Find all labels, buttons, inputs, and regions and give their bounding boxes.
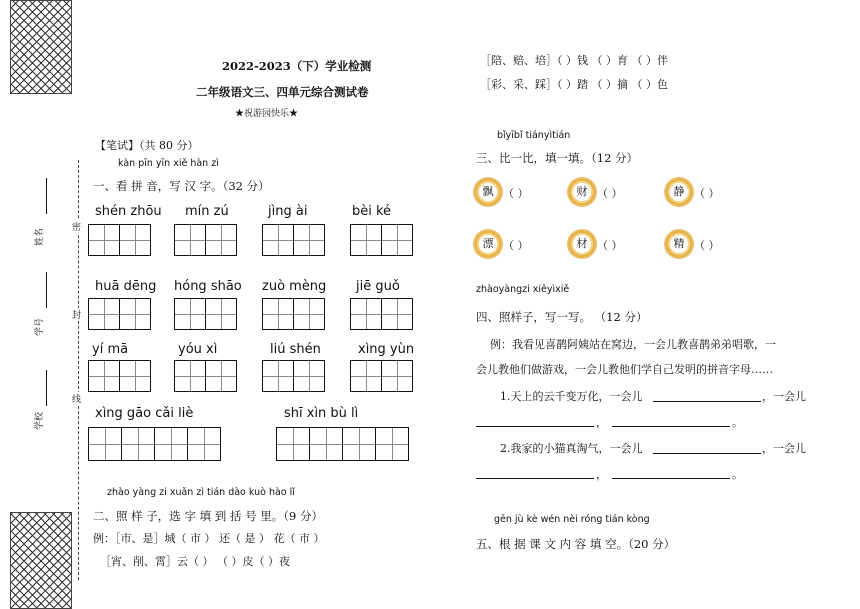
answer-line[interactable] <box>476 426 594 427</box>
q4-example-line-1: 例：我看见喜鹊阿姨站在窝边，一会儿教喜鹊弟弟唱歌，一 <box>490 338 776 351</box>
character-seal: 财 <box>568 178 596 206</box>
writing-grid[interactable] <box>174 360 236 392</box>
q4-pinyin-heading: zhàoyàngzi xiěyìxiě <box>476 284 570 295</box>
character-seal: 材 <box>568 230 596 258</box>
writing-grid[interactable] <box>262 224 324 256</box>
q5-heading: 五、根 据 课 文 内 容 填 空。（20 分） <box>476 537 676 551</box>
writing-grid[interactable] <box>88 224 150 256</box>
pinyin-word: hóng shāo <box>174 279 242 294</box>
character-seal: 飘 <box>474 178 502 206</box>
answer-line[interactable] <box>653 401 761 402</box>
q4-example-line-2: 会儿教他们做游戏，一会儿教他们学自己发明的拼音字母…… <box>476 363 773 376</box>
q4-item-2-start: 2.我家的小猫真淘气，一会儿 <box>500 442 643 455</box>
writing-grid[interactable] <box>262 360 324 392</box>
writing-grid[interactable] <box>276 427 408 461</box>
q3-heading: 三、比一比，填一填。（12 分） <box>476 151 639 165</box>
q1-heading: 一、看 拼 音，写 汉 字。（32 分） <box>93 179 270 193</box>
comma: ， <box>596 468 607 481</box>
pinyin-word: xìng gāo cǎi liè <box>95 406 194 421</box>
pinyin-word: liú shén <box>270 342 321 357</box>
answer-line[interactable] <box>653 453 761 454</box>
seal-mark-1: 密 <box>72 220 81 233</box>
writing-grid[interactable] <box>262 298 324 330</box>
seal-mark-2: 封 <box>72 308 81 321</box>
character-seal: 漂 <box>474 230 502 258</box>
q4-item-1-mid: ，一会儿 <box>762 390 806 403</box>
q2-heading: 二、照 样 子，选 字 填 到 括 号 里。（9 分） <box>93 509 323 523</box>
answer-blank[interactable]: （ ） <box>694 187 720 200</box>
exam-title: 2022-2023（下）学业检测 <box>222 59 372 73</box>
pinyin-word: jìng ài <box>268 204 308 219</box>
written-section-label: 【笔试】（共 80 分） <box>95 139 199 152</box>
q2-example: 例：［市、是］城（ 市 ） 还（ 是 ） 花（ 市 ） <box>93 532 325 545</box>
school-line <box>46 370 47 406</box>
exam-subtitle: 二年级语文三、四单元综合测试卷 <box>196 85 369 99</box>
q2-line-2: ［陪、赔、培］（ ）钱 （ ）育 （ ）伴 <box>480 54 668 67</box>
writing-grid[interactable] <box>350 360 412 392</box>
answer-line[interactable] <box>612 426 730 427</box>
writing-grid[interactable] <box>174 298 236 330</box>
q5-pinyin-heading: gēn jù kè wén nèi róng tián kòng <box>494 514 650 525</box>
character-seal: 静 <box>665 178 693 206</box>
decorative-border-top <box>10 0 72 94</box>
q4-item-2-mid: ，一会儿 <box>762 442 806 455</box>
period: 。 <box>732 416 743 429</box>
q4-item-1-start: 1.天上的云千变万化，一会儿 <box>500 390 643 403</box>
pinyin-word: yóu xì <box>178 342 218 357</box>
writing-grid[interactable] <box>350 298 412 330</box>
number-label: 学号 <box>35 317 45 336</box>
exam-motto: ★祝游园快乐★ <box>235 109 299 119</box>
answer-line[interactable] <box>476 478 594 479</box>
answer-blank[interactable]: （ ） <box>503 239 529 252</box>
name-label: 姓名 <box>35 227 45 246</box>
writing-grid[interactable] <box>350 224 412 256</box>
pinyin-word: xìng yùn <box>358 342 415 357</box>
name-line <box>46 178 47 214</box>
q4-heading: 四、照样子，写一写。 （12 分） <box>476 310 648 324</box>
answer-blank[interactable]: （ ） <box>503 187 529 200</box>
pinyin-word: mín zú <box>185 204 229 219</box>
q2-pinyin-heading: zhào yàng zi xuǎn zì tián dào kuò hào lǐ <box>107 487 295 498</box>
q3-pinyin-heading: bǐyībǐ tiányìtián <box>497 130 571 141</box>
pinyin-word: jiē guǒ <box>356 279 400 294</box>
q1-pinyin-heading: kàn pīn yīn xiě hàn zì <box>118 158 219 169</box>
period: 。 <box>732 468 743 481</box>
decorative-border-bottom <box>10 512 72 609</box>
q2-line-1: ［宵、削、霄］云（ ） （ ）皮（ ）夜 <box>100 555 290 568</box>
writing-grid[interactable] <box>88 360 150 392</box>
character-seal: 精 <box>665 230 693 258</box>
pinyin-word: shī xìn bù lì <box>284 406 359 421</box>
pinyin-word: bèi ké <box>352 204 392 219</box>
writing-grid[interactable] <box>88 298 150 330</box>
q2-line-3: ［彩、采、踩］（ ）踏 （ ）摘 （ ）色 <box>480 78 668 91</box>
comma: ， <box>596 416 607 429</box>
answer-blank[interactable]: （ ） <box>597 239 623 252</box>
pinyin-word: huā dēng <box>95 279 157 294</box>
writing-grid[interactable] <box>88 427 220 461</box>
writing-grid[interactable] <box>174 224 236 256</box>
seal-mark-3: 线 <box>72 392 81 405</box>
pinyin-word: shén zhōu <box>95 204 162 219</box>
answer-blank[interactable]: （ ） <box>694 239 720 252</box>
number-line <box>46 272 47 308</box>
answer-line[interactable] <box>612 478 730 479</box>
pinyin-word: yí mā <box>92 342 129 357</box>
pinyin-word: zuò mèng <box>262 279 327 294</box>
answer-blank[interactable]: （ ） <box>597 187 623 200</box>
school-label: 学校 <box>35 411 45 430</box>
